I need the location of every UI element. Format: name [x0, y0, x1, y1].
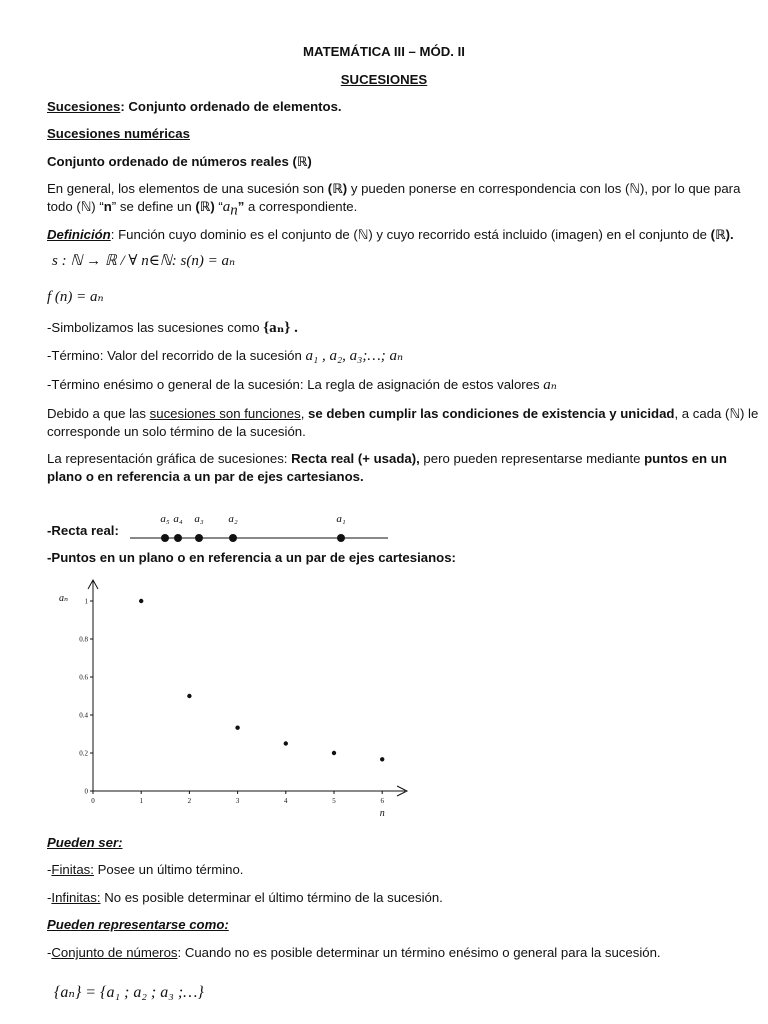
debido-underlined: sucesiones son funciones — [149, 406, 301, 421]
recta-point — [174, 534, 182, 542]
pueden-representarse-heading: Pueden representarse como: — [47, 917, 229, 932]
infinitas-term: Infinitas: — [51, 890, 101, 905]
general-a-sub: n — [230, 202, 238, 219]
debido-text: Debido a que las — [47, 406, 150, 421]
representacion-line2: plano o en referencia a un par de ejes cartesianos. — [47, 469, 364, 484]
definicion-paragraph — [47, 226, 734, 244]
general-quote-close: ” — [237, 199, 245, 214]
conjunto-text: : Cuando no es posible determinar un término enésimo o general para la sucesión. — [177, 945, 661, 960]
debido-text-2: , a cada (ℕ) le — [674, 406, 759, 421]
recta-point-label: a₅ — [160, 513, 170, 525]
sucesiones-term: Sucesiones — [47, 99, 121, 114]
finitas-text: Posee un último término. — [93, 862, 244, 877]
data-point — [380, 757, 384, 761]
definicion-term: Definición — [47, 227, 111, 242]
debido-bold: se deben cumplir las condiciones de existencia y unicidad — [308, 406, 675, 421]
general-R: (ℝ) — [195, 199, 215, 214]
recta-real-diagram — [120, 505, 400, 550]
termino-line — [47, 347, 403, 365]
y-tick-label: 0.4 — [79, 711, 88, 720]
infinitas-text: No es posible determinar el último término de la sucesión. — [100, 890, 443, 905]
recta-real-label: -Recta real: — [47, 523, 119, 538]
general-bold-R: (ℝ) — [327, 181, 348, 196]
x-tick-label: 4 — [284, 797, 288, 805]
y-tick-label: 0 — [84, 787, 88, 796]
enesimo-text: -Término enésimo o general de la sucesión: La regla de asignación de estos valores — [47, 377, 544, 392]
enesimo-line — [47, 376, 557, 394]
representacion-bold-1: Recta real (+ usada), — [291, 451, 420, 466]
y-tick-label: 1 — [84, 597, 88, 606]
conjunto-reales-heading: Conjunto ordenado de números reales (ℝ) — [47, 154, 312, 169]
enesimo-value: aₙ — [543, 377, 557, 393]
definicion-formula-1: s : ℕ → ℝ / ∀ n∈ℕ: s(n) = aₙ — [52, 253, 236, 269]
definicion-formula-2: f (n) = aₙ — [47, 289, 104, 305]
data-point — [187, 694, 191, 698]
x-tick-label: 6 — [380, 797, 384, 805]
document-title: MATEMÁTICA III – MÓD. II — [303, 44, 465, 59]
definicion-text: : Función cuyo dominio es el conjunto de (ℕ) y cuyo recorrido está incluido (imagen) en el conjunto de — [110, 227, 711, 242]
x-axis-label: n — [379, 808, 385, 819]
simbolizamos-text: -Simbolizamos las sucesiones como — [47, 320, 264, 335]
representacion-line1 — [47, 450, 727, 468]
conjunto-term: Conjunto de números — [51, 945, 178, 960]
representacion-text: La representación gráfica de sucesiones: — [47, 451, 292, 466]
conjunto-formula: {aₙ} = {a₁ ; a₂ ; a₃ ;…} — [54, 984, 204, 1001]
document-subtitle: SUCESIONES — [340, 72, 428, 87]
termino-values: a₁ , a₂, a₃;…; aₙ — [305, 348, 404, 364]
general-paragraph-line2 — [47, 198, 357, 220]
general-text-5: a correspondiente. — [244, 199, 358, 214]
conjunto-line: -Conjunto de números: Cuando no es posible determinar un término enésimo o general para la sucesión. — [47, 945, 661, 960]
x-tick-label: 5 — [332, 797, 336, 805]
recta-point-label: a₄ — [173, 513, 183, 525]
debido-line2: corresponde un solo término de la sucesión. — [47, 424, 306, 439]
general-quote-open: “ — [214, 199, 223, 214]
recta-point-label: a₃ — [194, 513, 204, 525]
y-tick-label: 0.6 — [79, 673, 88, 682]
data-point — [332, 751, 336, 755]
finitas-term: Finitas: — [51, 862, 94, 877]
x-tick-label: 2 — [187, 797, 192, 805]
puntos-label: -Puntos en un plano o en referencia a un par de ejes cartesianos: — [47, 550, 456, 565]
simbolizamos-line — [47, 319, 298, 337]
data-point — [284, 741, 288, 745]
recta-point — [195, 534, 203, 542]
general-text-4: ” se define un — [111, 199, 196, 214]
debido-comma: , — [300, 406, 309, 421]
sucesiones-definition — [47, 98, 342, 116]
finitas-line: -Finitas: Posee un último término. — [47, 862, 244, 877]
data-point — [235, 726, 239, 730]
general-paragraph-line1 — [47, 180, 740, 198]
x-tick-label: 1 — [139, 797, 143, 805]
recta-point-label: a₂ — [228, 513, 238, 525]
y-tick-label: 0.2 — [79, 749, 88, 758]
pueden-ser-heading: Pueden ser: — [47, 835, 123, 850]
infinitas-line: -Infinitas: No es posible determinar el último término de la sucesión. — [47, 890, 443, 905]
sucesiones-numericas-heading: Sucesiones numéricas — [47, 126, 190, 141]
y-axis-label: aₙ — [59, 593, 69, 604]
x-tick-label: 3 — [235, 797, 240, 805]
scatter-chart — [45, 578, 425, 823]
general-text-2: y pueden ponerse en correspondencia con los (ℕ), por lo que para — [347, 181, 741, 196]
recta-point — [161, 534, 169, 542]
x-tick-label: 0 — [91, 797, 95, 805]
recta-point — [229, 534, 237, 542]
general-text: En general, los elementos de una sucesión son — [47, 181, 328, 196]
representacion-text-2: pero pueden representarse mediante — [419, 451, 645, 466]
general-text-3: todo (ℕ) “ — [47, 199, 104, 214]
definicion-text-bold: (ℝ). — [710, 227, 734, 242]
debido-line1 — [47, 405, 758, 423]
data-point — [139, 599, 143, 603]
sucesiones-def-text: : Conjunto ordenado de elementos. — [120, 99, 342, 114]
y-tick-label: 0.8 — [79, 635, 88, 644]
simbolizamos-symbol: {aₙ} . — [263, 320, 298, 336]
general-n: n — [103, 199, 112, 214]
general-a: a — [222, 199, 231, 215]
recta-point-label: a₁ — [336, 513, 346, 525]
representacion-bold-2: puntos en un — [644, 451, 727, 466]
recta-point — [337, 534, 345, 542]
termino-text: -Término: Valor del recorrido de la sucesión — [47, 348, 306, 363]
